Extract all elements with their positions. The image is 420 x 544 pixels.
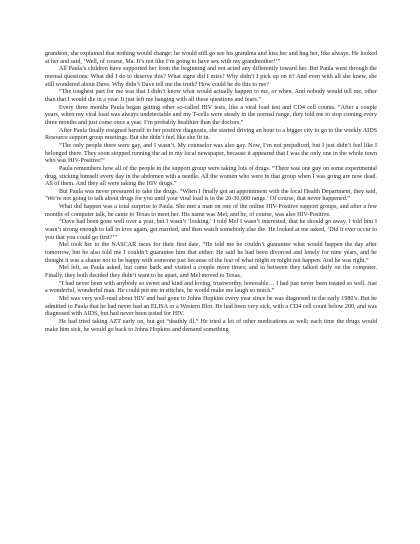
- paragraph: Mel was very well-read about HIV and had gone to Johns Hopkins every year since he was diagnosed in the early 1980’s. But he admitted to Paula that he had never had an ELISA or a Western Blot. He had been very sick, with a CD4 cell count below 200, and was diagnosed with AIDS, but had never been tested for HIV.: [45, 296, 377, 318]
- document-page: [45, 51, 377, 334]
- paragraph: Paula remembers how all of the people in the support group were taking lots of drugs. “There was one guy on some experimental drug, sticking himself every day in the abdomen with a needle. All the women who were in that group when I was going are now dead. All of them. And they all were taking the HIV drugs.”: [45, 165, 377, 188]
- paragraph: “The toughest part for me was that I didn’t know what would actually happen to me, or when. And nobody would tell me, other than that I would die in a year. It just left me hanging with all these questions and fears.”: [45, 89, 377, 103]
- paragraph: “I had never been with anybody so sweet and kind and loving, trustworthy, honorable… I had just never been treated so well. Just a wonderful, wonderful man. He could put me in stitches, he would make me laugh so much.”: [45, 280, 377, 295]
- paragraph: grandson, she explained that nothing would change: he would still go see his grandma and kiss her and hug her, like always. He looked at her and said, ‘Well, of course, Ma. It’s not like I’m going to have sex with my grandmother!’”: [45, 51, 377, 65]
- paragraph: But Paula was never pressured to take the drugs. “When I finally got an appointment with the local Health Department, they said, ‘We’re not going to talk about drugs for you until your viral load is in the 20-30,000 range.’ Of course, that never happened.”: [45, 188, 377, 203]
- paragraph: Mel took her to the NASCAR races for their first date. “He told me he couldn’t guarantee what would happen the day after tomorrow, but he also told me I couldn’t guarantee him that either. He said he had been divorced and lonely for nine years, and he thought it was a shame not to be happy with someone just because of the fear of what might or might not happen. And he was right.”: [45, 242, 377, 264]
- paragraph: “Dave had been gone well over a year, but I wasn’t ‘looking.’ I told Mel I wasn’t interested, that he should go away. I told him I wasn’t strong enough to fall in love again, get married, and then watch somebody else die. He looked at me asked, ‘Did it ever occur to you that you could go first?’”: [45, 219, 377, 241]
- paragraph: All Paula’s children have supported her from the beginning and not acted any differently toward her. But Paula went through the normal questions: What did I do to deserve this? What signs did I miss? Why didn’t I pick up on it? And even with all she knew, she still wondered about Dave. Why didn’t Dave tell me the truth? How could he do this to me?: [45, 66, 377, 88]
- paragraph: Mel left, as Paula asked, but came back and visited a couple more times; and in between they talked daily on the computer. Finally, they both decided they didn’t want to be apart, and Mel moved to Texas.: [45, 265, 377, 280]
- paragraph: Every three months Paula began getting other so-called HIV tests, like a viral load test and CD4 cell counts. “After a couple years, when my viral load was always undetectable and my T-cells were steady in the normal range, they told me to stop coming every three months and just come once a year. I’m probably healthier than the doctors.”: [45, 104, 377, 126]
- paragraph: After Paula finally resigned herself to her positive diagnosis, she started driving an hour to a bigger city to go to the weekly AIDS Resource support group meetings. But she didn’t feel like she fit in.: [45, 127, 377, 142]
- paragraph: What did happen was a total surprise to Paula. She met a man on one of the online HIV-Positive support groups, and after a few months of computer talk, he came to Texas to meet her. His name was Mel; and he, of course, was also HIV-Positive.: [45, 204, 377, 218]
- paragraph: He had tried taking AZT early on, but got “deathly ill.” He tried a lot of other medications as well; each time the drugs would make him sick, he would go back to Johns Hopkins and demand something: [45, 318, 377, 333]
- paragraph: “The only people there were gay, and I wasn’t. My counselor was also gay. Now, I’m not prejudiced, but I just didn’t feel like I belonged there. They soon stopped running the ad in my local newspaper, because it appeared that I was the only one in the whole town who was HIV-Positive!”: [45, 142, 377, 165]
